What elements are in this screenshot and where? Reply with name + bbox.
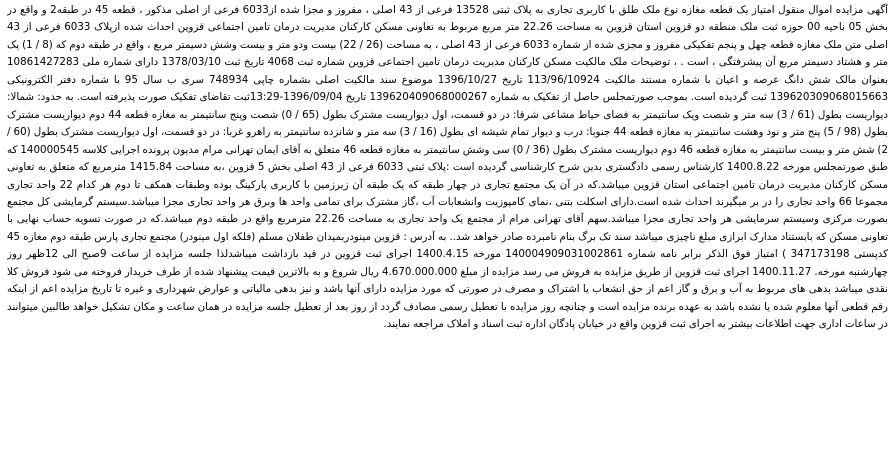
auction-notice	[7, 2, 888, 449]
auction-notice-text: آگهی مزایده اموال منقول امتیاز یک قطعه مغازه نوع ملک طلق با کاربری تجاری به پلاک ثبتی 13528 فرعی از 43 اصلی ، مفروز و مجزا شده از6033 فرعی از اصلی مذکور ، قطعه 45 در طبقه2 و واقع در بخش 05 ناحیه 00 حوزه ثبت ملک منطقه دو قزوین استان قزوین به مساحت 22.26 متر مربع مربوط به تعاونی مسکن کارکنان مدیریت درمان تامین اجتماعی قزوین احداث شده ازپلاک 6033 فرعی از 43 اصلی متن ملک مغازه قطعه چهل و پنجم تفکیکی مفروز و مجزی شده از شماره 6033 فرعی از 43 اصلی ، به مساحت (26 / 22) بیست ودو متر و بیست وشش دسیمتر مربع ، واقع در طبقه دوم که (8 / 1) یک متر و هشتاد دسیمتر مربع آن پیشرفتگی ، است . ، توضیحات ملک مالکیت مسکن کارکنان مدیریت درمان تامین اجتماعی قزوین شماره ثبت 4068 تاریخ ثبت 1378/03/10 دارای شماره ملی 10861427283 بعنوان مالک شش دانگ عرصه و اعیان با شماره مستند مالکیت 113/96/10924 تاریخ 1396/10/27 موضوع سند مالکیت اصلی بشماره چاپی 748934 سری ب سال 95 با شماره دفتر الکترونیکی 139620309068015663 ثبت گردیده است. بموجب صورتمجلس حاصل از تفکیک به شماره 139620409068000267 تاریخ 1396/09/04-13:29ثبت تقاضای تفکیک صورت پذیرفته است. به حدود: شمالا: دیواریست بطول (61 / 3) سه متر و شصت ویک سانتیمتر به فضای حیاط مشاعی شرقا: در دو قسمت، اول دیواریست مشترک بطول (65 / 0) شصت وپنج سانتیمتر به مغازه قطعه 44 دوم دیواریست مشترک بطول (98 / 5) پنج متر و نود وهشت سانتیمتر به مغازه قطعه 44 جنوبا: درب و دیوار تمام شیشه ای بطول (16 / 3) سه متر و شانزده سانتیمتر به راهرو غربا: در دو قسمت، اول دیواریست مشترک بطول (60 / 2) شش متر و بیست سانتیمتر به مغازه قطعه 46 دوم دیواریست مشترک بطول (36 / 0) سی وشش سانتیمتر به مغازه قطعه 46 متعلق به آقای ایمان تهرانی مرام مدیون پرونده اجرایی کلاسه 140000545 که طبق صورتمجلس مورخه 1400.8.22 کارشناس رسمی دادگستری بدین شرح کارشناسی گردیده است :پلاک ثبتی 6033 فرعی از 43 اصلی بخش 5 قزوین ،به مساحت 1415.84 مترمربع که متعلق به تعاونی مسکن کارکنان مدیریت درمان تامین اجتماعی استان قزوین میباشد.که در آن یک مجتمع تجاری در چهار طبقه که یک طبقه آن زیرزمین با کاربری پارکینگ بوده وطبقات همکف تا دوم هر کدام 22 واحد تجاری مجموعا 66 واحد تجاری را در بر میگیرند احداث شده است.دارای اسکلت بتنی ،نمای کامپوزیت وانشعابات آب ،گاز مشترک برای تمامی واحد ها وبرق هر واحد تجاری مجزا میباشد.سیستم گرمایشی کل مجتمع بصورت مرکزی وسیستم سرمایشی هر واحد تجاری مجزا میباشد.سهم آقای تهرانی مرام از مجتمع یک واحد تجاری به مساحت 22.26 مترمربع واقع در طبقه دوم میباشد.که در صورت تسویه حساب نهایی با تعاونی مسکن که بابستناد مدارک ابرازی مبلغ ناچیزی میباشد سند تک برگ بنام نامبرده صادر خواهد شد.. به آدرس : قزوین مینودربمیدان طفلان مسلم (فلکه اول مینودر) مجتمع تجاری پارس طبقه دوم مغازه 45 کدپستی 347173198 ) امتیاز فوق الذکر برابر نامه شماره 140004909031002861 مورخه 1400.4.15 اجرای ثبت قزوین در قید بازداشت میباشدلذا جلسه مزایده از ساعت 9صبح الی 12ظهر روز چهارشنبه مورخه. 1400.11.27 اجرای ثبت قزوین از طریق مزایده به فروش می رسد مزایده از مبلغ 4.670.000.000 ریال شروع و به بالاترین قیمت پیشنهاد شده از طرف خریدار فروخته می شود فروش کلا نقدی میباشد بدهی های مربوط به آب و برق و گاز اعم از حق انشعاب یا اشتراک و مصرف در صورتی که مورد مزایده دارای آنها باشد و نیز بدهی مالیاتی و عوارض شهرداری و غیره تا تاریخ مزایده اعم از اینکه رقم قطعی آنها معلوم شده یا نشده باشد به عهده برنده مزایده است و چنانچه روز مزایده با تعطیل رسمی مصادف گردد از روز بعد از تعطیل جلسه مزایده در همان ساعت و مکان تشکیل خواهد طالبین میتوانند در ساعات اداری جهت اطلاعات بیشتر به اجرای ثبت قزوین واقع در خیابان پادگان اداره ثبت اسناد و املاک مراجعه نمایند.	[7, 4, 888, 331]
